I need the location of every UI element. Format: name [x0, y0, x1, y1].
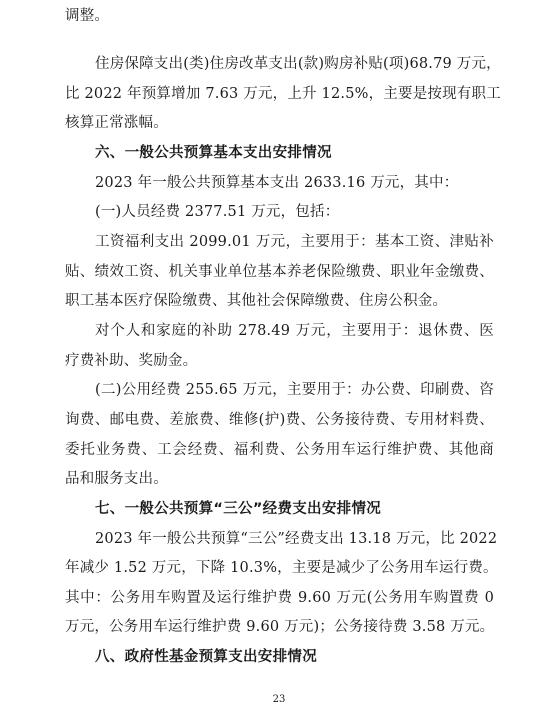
text-line: 对个人和家庭的补助 278.49 万元，主要用于：退休费、医	[95, 323, 494, 339]
text-line: 询费、邮电费、差旅费、维修(护)费、公务接待费、专用材料费、	[65, 412, 494, 428]
text-line: 委托业务费、工会经费、福利费、公务用车运行维护费、其他商	[65, 442, 494, 458]
text-line: 万元，公务用车运行维护费 9.60 万元)；公务接待费 3.58 万元。	[65, 619, 495, 635]
text-line: 疗费补助、奖励金。	[65, 353, 198, 369]
text-line: 其中：公务用车购置及运行维护费 9.60 万元(公务用车购置费 0	[65, 590, 494, 606]
text-line: 比 2022 年预算增加 7.63 万元，上升 12.5%，主要是按现有职工	[65, 86, 501, 102]
section-heading: 七、一般公共预算“三公”经费支出安排情况	[95, 501, 382, 517]
text-line: 调整。	[65, 8, 110, 24]
page-number: 23	[272, 694, 286, 705]
text-line: 贴、绩效工资、机关事业单位基本养老保险缴费、职业年金缴费、	[65, 264, 494, 280]
text-line: 年减少 1.52 万元，下降 10.3%，主要是减少了公务用车运行费。	[65, 560, 498, 576]
section-heading: 八、政府性基金预算支出安排情况	[95, 649, 317, 665]
text-line: 2023 年一般公共预算基本支出 2633.16 万元，其中：	[95, 175, 459, 191]
text-line: 职工基本医疗保险缴费、其他社会保障缴费、住房公积金。	[65, 293, 448, 309]
text-line: 住房保障支出(类)住房改革支出(款)购房补贴(项)68.79 万元，	[95, 56, 501, 72]
text-line: (二)公用经费 255.65 万元，主要用于：办公费、印刷费、咨	[95, 382, 494, 398]
text-line: 核算正常涨幅。	[65, 115, 168, 131]
section-heading: 六、一般公共预算基本支出安排情况	[95, 145, 332, 161]
text-line: (一)人员经费 2377.51 万元，包括：	[95, 204, 340, 220]
text-line: 品和服务支出。	[65, 471, 168, 487]
text-line: 工资福利支出 2099.01 万元，主要用于：基本工资、津贴补	[95, 234, 494, 250]
text-line: 2023 年一般公共预算“三公”经费支出 13.18 万元，比 2022	[95, 531, 498, 547]
